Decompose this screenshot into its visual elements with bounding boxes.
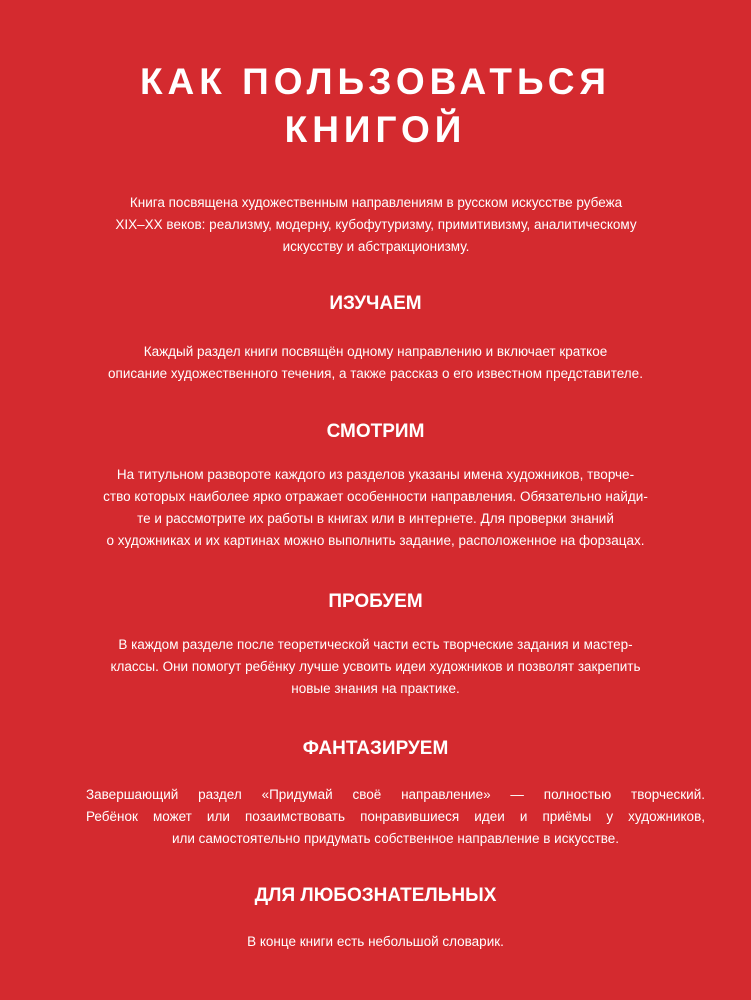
section-line: В каждом разделе после теоретической части есть творческие задания и мастер- bbox=[118, 637, 633, 652]
section-heading-study: ИЗУЧАЕМ bbox=[329, 293, 422, 314]
page-title-line-2: КНИГОЙ bbox=[284, 109, 467, 150]
section-heading-fantasize: ФАНТАЗИРУЕМ bbox=[302, 738, 449, 759]
section-line: Каждый раздел книги посвящён одному направлению и включает краткое bbox=[143, 344, 608, 359]
section-line: Ребёнок может или позаимствовать понравившиеся идеи и приёмы у художников, bbox=[86, 809, 705, 824]
section-line: те и рассмотрите их работы в книгах или в интернете. Для проверки знаний bbox=[137, 511, 614, 526]
section-text-curious bbox=[60, 931, 691, 953]
page-title-line-1: КАК ПОЛЬЗОВАТЬСЯ bbox=[139, 61, 612, 102]
intro-paragraph bbox=[80, 192, 672, 258]
section-line: описание художественного течения, а также рассказ о его известном представителе. bbox=[108, 366, 643, 381]
section-line: Завершающий раздел «Придумай своё направление» — полностью творческий. bbox=[86, 787, 705, 802]
section-text-try bbox=[60, 634, 691, 700]
section-line: В конце книги есть небольшой словарик. bbox=[247, 934, 504, 949]
section-text-study bbox=[60, 341, 691, 385]
intro-line: Книга посвящена художественным направлениям в русском искусстве рубежа bbox=[129, 195, 623, 210]
section-line: или самостоятельно придумать собственное направление в искусстве. bbox=[171, 831, 620, 846]
section-line: ство которых наиболее ярко отражает особенности направления. Обязательно найди- bbox=[103, 489, 648, 504]
section-heading-try: ПРОБУЕМ bbox=[328, 591, 423, 612]
section-heading-look: СМОТРИМ bbox=[326, 421, 425, 442]
intro-line: XIX–XX веков: реализму, модерну, кубофутуризму, примитивизму, аналитическому bbox=[115, 217, 637, 232]
section-line: На титульном развороте каждого из разделов указаны имена художников, творче- bbox=[116, 467, 635, 482]
intro-line: искусству и абстракционизму. bbox=[282, 239, 470, 254]
section-line: новые знания на практике. bbox=[291, 681, 460, 696]
page-title bbox=[0, 58, 751, 154]
section-heading-curious: ДЛЯ ЛЮБОЗНАТЕЛЬНЫХ bbox=[254, 885, 497, 906]
section-text-look bbox=[60, 464, 691, 552]
section-line: о художниках и их картинах можно выполнить задание, расположенное на форзацах. bbox=[106, 533, 645, 548]
section-line: классы. Они помогут ребёнку лучше усвоить идеи художников и позволят закрепить bbox=[110, 659, 641, 674]
section-text-fantasize bbox=[86, 784, 705, 850]
